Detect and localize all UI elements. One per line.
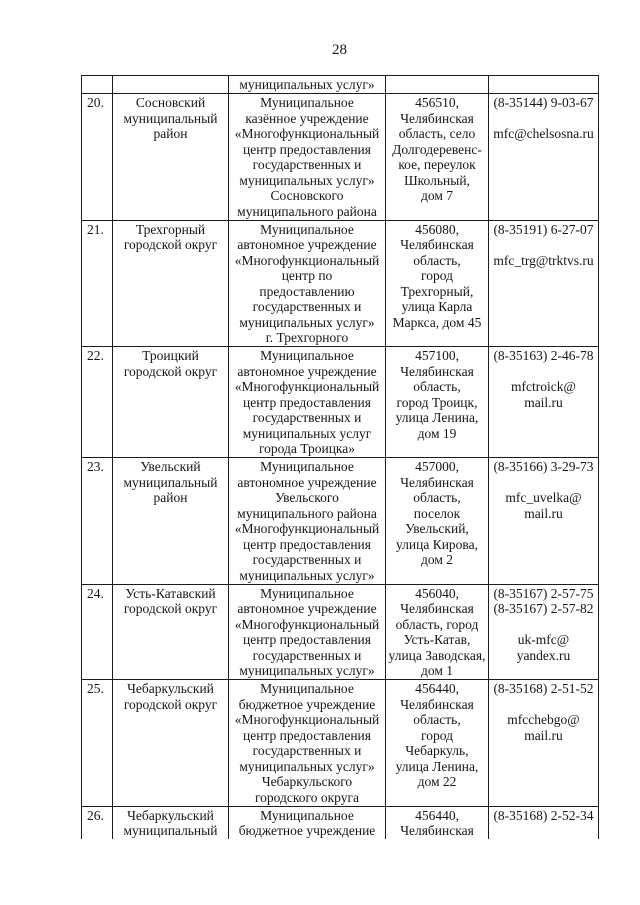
row-number-cell: [82, 220, 113, 347]
organization-cell: [229, 347, 386, 458]
phone-number: (8-35163) 2-46-78: [493, 348, 594, 363]
row-number: 25.: [87, 681, 104, 696]
table-row: [82, 806, 599, 839]
address-line: 457100,: [415, 348, 459, 363]
organization-name-line: государственных и: [252, 410, 362, 425]
address-line: дом 1: [420, 663, 454, 678]
page-number: 28: [332, 42, 347, 58]
municipality-line: Троицкий: [142, 348, 199, 363]
address-line: область, село: [398, 126, 476, 141]
address-cell: [386, 680, 489, 807]
address-line: дом 19: [417, 425, 457, 441]
address-line: область,: [413, 712, 461, 727]
address-line: улица Ленина,: [395, 410, 479, 425]
municipality-line: Увельский: [140, 459, 201, 474]
municipality-line: городской округ: [123, 237, 218, 252]
row-number-cell: [82, 458, 113, 585]
municipality-line: муниципальный: [123, 823, 218, 838]
municipality-line: Чебаркульский: [127, 807, 214, 823]
contacts-cell: [489, 458, 599, 585]
table-row: [82, 94, 599, 221]
phone-number: (8-35191) 6-27-07: [493, 221, 594, 237]
table-body: [82, 76, 599, 840]
address-line: Усть-Катав,: [403, 632, 471, 647]
organization-cell: [229, 584, 386, 680]
row-number: 20.: [87, 95, 104, 110]
address-line: Долгодеревенс-: [392, 141, 482, 157]
address-line: город Троицк,: [396, 394, 478, 410]
contacts-cell: [489, 94, 599, 221]
organization-name-line: «Многофункциональный: [234, 252, 380, 268]
address-line: область,: [413, 379, 461, 394]
organization-name-line: Муниципальное: [260, 348, 354, 363]
row-number: 23.: [87, 459, 104, 474]
municipality-line: городской округ: [123, 363, 218, 379]
address-line: улица Кирова,: [395, 536, 478, 552]
municipality-cell: [113, 76, 229, 94]
contacts-cell: [489, 584, 599, 680]
organization-name-line: государственных и: [252, 647, 362, 663]
organization-name-line: «Многофункциональный: [234, 379, 380, 394]
organization-name-line: «Многофункциональный: [234, 521, 380, 536]
organization-cell: [229, 220, 386, 347]
address-line: Челябинская: [400, 823, 474, 838]
organization-name-line: автономное учреждение: [237, 474, 377, 490]
municipality-cell: [113, 680, 229, 807]
organization-name-line: г. Трехгорного: [265, 330, 349, 345]
phone-number: (8-35167) 2-57-75: [493, 585, 594, 601]
municipality-line: район: [153, 126, 188, 141]
row-number-cell: [82, 680, 113, 807]
address-line: 457000,: [415, 459, 459, 474]
address-cell: [386, 806, 489, 839]
row-number: 21.: [87, 221, 104, 237]
address-line: дом 22: [417, 774, 457, 789]
table-row-continuation: [82, 76, 599, 94]
organization-name-line: «Многофункциональный: [234, 616, 380, 632]
row-number-cell: [82, 76, 113, 94]
municipality-line: район: [153, 490, 188, 505]
address-line: город: [421, 268, 453, 283]
organization-cell: [229, 76, 386, 94]
organization-name-line: Чебаркульского: [261, 774, 353, 789]
address-cell: [386, 220, 489, 347]
organization-name-line: муниципальных услуг: [242, 425, 372, 441]
phone-number: (8-35166) 3-29-73: [493, 459, 594, 474]
organization-name-line: центр предоставления: [242, 632, 371, 647]
organization-cell: [229, 806, 386, 839]
address-line: Челябинская: [400, 696, 474, 712]
address-line: улица Заводская,: [388, 647, 486, 663]
address-line: улица Карла: [401, 299, 473, 314]
address-line: 456510,: [415, 95, 459, 110]
municipality-cell: [113, 347, 229, 458]
organization-name-line: центр предоставления: [242, 727, 371, 743]
email-line: mail.ru: [524, 727, 563, 743]
organization-name-line: муниципальных услуг»: [239, 758, 375, 774]
row-number-cell: [82, 584, 113, 680]
email-address: [491, 126, 596, 142]
organization-name-line: бюджетное учреждение: [238, 696, 376, 712]
organization-name-line: Муниципальное: [260, 221, 354, 237]
address-line: 456080,: [415, 221, 459, 237]
municipality-cell: [113, 220, 229, 347]
organization-name-line: муниципальных услуг»: [239, 663, 375, 678]
row-number-cell: [82, 94, 113, 221]
contacts-cell: [489, 76, 599, 94]
municipality-line: муниципальный: [123, 110, 218, 126]
organization-name-line: муниципальных услуг»: [239, 172, 375, 188]
organization-name-line: автономное учреждение: [237, 601, 377, 616]
email-line: yandex.ru: [516, 647, 571, 663]
table-row: [82, 584, 599, 680]
email-line: uk-mfc@: [517, 632, 570, 647]
organization-cell: [229, 94, 386, 221]
address-line: дом 7: [420, 188, 454, 203]
organization-name-line: предоставлению: [259, 283, 355, 299]
organization-name-line: муниципальных услуг»: [239, 314, 375, 330]
organization-name-line: городского округа: [254, 789, 360, 805]
address-line: 456040,: [415, 585, 459, 601]
municipality-cell: [113, 806, 229, 839]
organization-name-line: муниципальных услуг»: [239, 77, 375, 92]
table-row: [82, 220, 599, 347]
address-line: Школьный,: [404, 172, 470, 188]
organization-name-line: центр предоставления: [242, 536, 371, 552]
email-line: mfctroick@: [511, 379, 576, 394]
address-line: кое, переулок: [398, 157, 476, 172]
organization-cell: [229, 458, 386, 585]
address-line: Челябинская: [400, 237, 474, 252]
organization-name-line: Муниципальное: [260, 95, 354, 110]
address-line: область,: [413, 490, 461, 505]
organization-name-line: центр по: [281, 268, 333, 283]
organization-name-line: автономное учреждение: [237, 237, 377, 252]
address-line: улица Ленина,: [395, 758, 479, 774]
email-address: [491, 490, 596, 521]
address-line: Увельский,: [405, 521, 469, 536]
address-cell: [386, 347, 489, 458]
address-cell: [386, 458, 489, 585]
municipality-line: городской округ: [123, 696, 218, 712]
phone-number: (8-35144) 9-03-67: [493, 95, 594, 110]
organization-name-line: города Троицка»: [258, 441, 356, 456]
email-address: [491, 712, 596, 743]
contacts-cell: [489, 220, 599, 347]
municipality-line: Усть-Катавский: [125, 585, 216, 601]
row-number: 26.: [87, 807, 104, 823]
organization-name-line: Муниципальное: [260, 459, 354, 474]
municipality-line: Чебаркульский: [127, 681, 214, 696]
table-row: [82, 680, 599, 807]
table-row: [82, 458, 599, 585]
address-line: поселок: [413, 505, 461, 521]
address-line: 456440,: [415, 681, 459, 696]
phone-number: (8-35168) 2-51-52: [493, 681, 594, 696]
organization-name-line: Муниципальное: [260, 681, 354, 696]
email-line: mfcchebgo@: [507, 712, 580, 727]
organization-name-line: муниципального района: [237, 203, 377, 219]
organization-name-line: Увельского: [275, 490, 339, 505]
address-line: область, город: [395, 616, 479, 632]
address-cell: [386, 76, 489, 94]
address-line: Челябинская: [400, 474, 474, 490]
email-line: mfc_uvelka@: [505, 490, 582, 505]
email-address: [491, 253, 596, 269]
row-number: 22.: [87, 348, 104, 363]
municipality-line: Трехгорный: [135, 221, 206, 237]
organization-name-line: автономное учреждение: [237, 363, 377, 379]
address-line: Чебаркуль,: [405, 743, 469, 758]
address-line: Трехгорный,: [400, 283, 474, 299]
contacts-cell: [489, 806, 599, 839]
email-line: mfc_trg@trktvs.ru: [493, 252, 594, 268]
municipality-cell: [113, 584, 229, 680]
address-line: Маркса, дом 45: [392, 314, 482, 330]
organization-name-line: «Многофункциональный: [234, 712, 380, 727]
contacts-cell: [489, 680, 599, 807]
table-row: [82, 347, 599, 458]
municipality-line: Сосновский: [135, 95, 206, 110]
address-cell: [386, 584, 489, 680]
organization-name-line: государственных и: [252, 743, 362, 758]
organization-name-line: государственных и: [252, 299, 362, 314]
address-line: Челябинская: [400, 110, 474, 126]
email-address: [491, 379, 596, 410]
address-line: город: [421, 727, 453, 743]
organization-name-line: муниципального района: [237, 505, 377, 521]
address-line: 456440,: [415, 807, 459, 823]
organization-name-line: казённое учреждение: [245, 110, 369, 126]
municipality-line: городской округ: [123, 601, 218, 616]
organization-name-line: центр предоставления: [242, 141, 371, 157]
address-cell: [386, 94, 489, 221]
phone-number: (8-35168) 2-52-34: [493, 807, 594, 823]
contacts-cell: [489, 347, 599, 458]
phone-number: (8-35167) 2-57-82: [493, 601, 594, 616]
organization-name-line: Сосновского: [270, 188, 344, 203]
email-line: mfc@chelsosna.ru: [493, 126, 594, 141]
row-number: 24.: [87, 585, 104, 601]
organization-name-line: Муниципальное: [260, 807, 354, 823]
row-number-cell: [82, 347, 113, 458]
email-line: mail.ru: [524, 394, 563, 410]
organization-name-line: бюджетное учреждение: [238, 823, 376, 838]
organization-name-line: государственных и: [252, 552, 362, 567]
mfc-institutions-table: [81, 75, 599, 839]
email-line: mail.ru: [524, 505, 563, 521]
address-line: Челябинская: [400, 363, 474, 379]
municipality-cell: [113, 458, 229, 585]
address-line: дом 2: [420, 552, 454, 567]
municipality-cell: [113, 94, 229, 221]
organization-name-line: государственных и: [252, 157, 362, 172]
organization-name-line: муниципальных услуг»: [239, 567, 375, 583]
row-number-cell: [82, 806, 113, 839]
email-address: [491, 632, 596, 663]
organization-cell: [229, 680, 386, 807]
municipality-line: муниципальный: [123, 474, 218, 490]
address-line: область,: [413, 252, 461, 268]
address-line: Челябинская: [400, 601, 474, 616]
organization-name-line: «Многофункциональный: [234, 126, 380, 141]
organization-name-line: центр предоставления: [242, 394, 371, 410]
organization-name-line: Муниципальное: [260, 585, 354, 601]
